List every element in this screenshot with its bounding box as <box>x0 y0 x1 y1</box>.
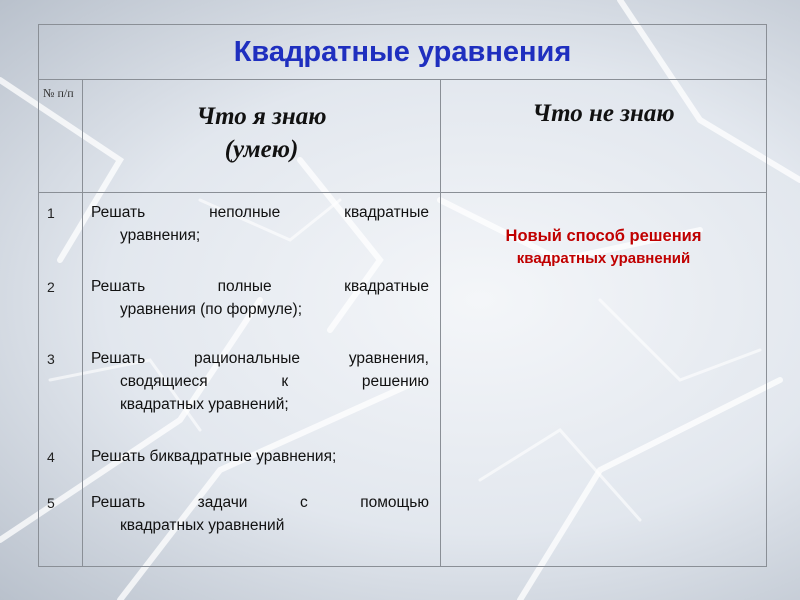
knowledge-table <box>38 24 767 567</box>
word: неполные <box>209 204 281 221</box>
row-number: 3 <box>47 351 55 367</box>
word: рациональные <box>193 350 301 367</box>
list-item <box>91 275 429 321</box>
list-item <box>91 347 429 416</box>
word: квадратные <box>344 204 429 221</box>
list-item <box>91 201 429 247</box>
item-line: квадратных уравнений <box>120 517 285 534</box>
new-method-line2: квадратных уравнений <box>516 250 691 267</box>
row-number: 5 <box>47 495 55 511</box>
item-line: уравнения; <box>120 227 201 244</box>
new-method-note <box>441 225 766 269</box>
item-line: Решать биквадратные уравнения; <box>91 448 337 465</box>
row-number: 1 <box>47 205 55 221</box>
unknown-column-header: Что не знаю <box>441 80 767 193</box>
new-method-line1: Новый способ решения <box>505 227 702 245</box>
known-column-header <box>83 80 441 193</box>
known-header-line2: (умею) <box>224 136 299 163</box>
item-line: уравнения (по формуле); <box>120 301 302 318</box>
unknown-skills-cell <box>441 193 767 567</box>
word: Решать <box>91 204 146 221</box>
word: квадратные <box>344 278 429 295</box>
row-number: 2 <box>47 279 55 295</box>
word: задачи <box>197 494 248 511</box>
row-number: 4 <box>47 449 55 465</box>
number-cell <box>39 193 83 567</box>
word: помощью <box>360 494 429 511</box>
word: полные <box>217 278 272 295</box>
known-skills-cell <box>83 193 441 567</box>
list-item <box>91 445 429 468</box>
word: решению <box>361 373 429 390</box>
number-column-header: № п/п <box>39 80 83 193</box>
word: к <box>281 373 289 390</box>
word: уравнения, <box>348 350 429 367</box>
page-title: Квадратные уравнения <box>39 25 767 80</box>
known-header-line1: Что я знаю <box>196 103 327 130</box>
word: Решать <box>91 350 146 367</box>
item-line: квадратных уравнений; <box>120 396 289 413</box>
word: Решать <box>91 278 146 295</box>
word: Решать <box>91 494 146 511</box>
word: сводящиеся <box>120 373 208 390</box>
word: с <box>299 494 308 511</box>
list-item <box>91 491 429 537</box>
